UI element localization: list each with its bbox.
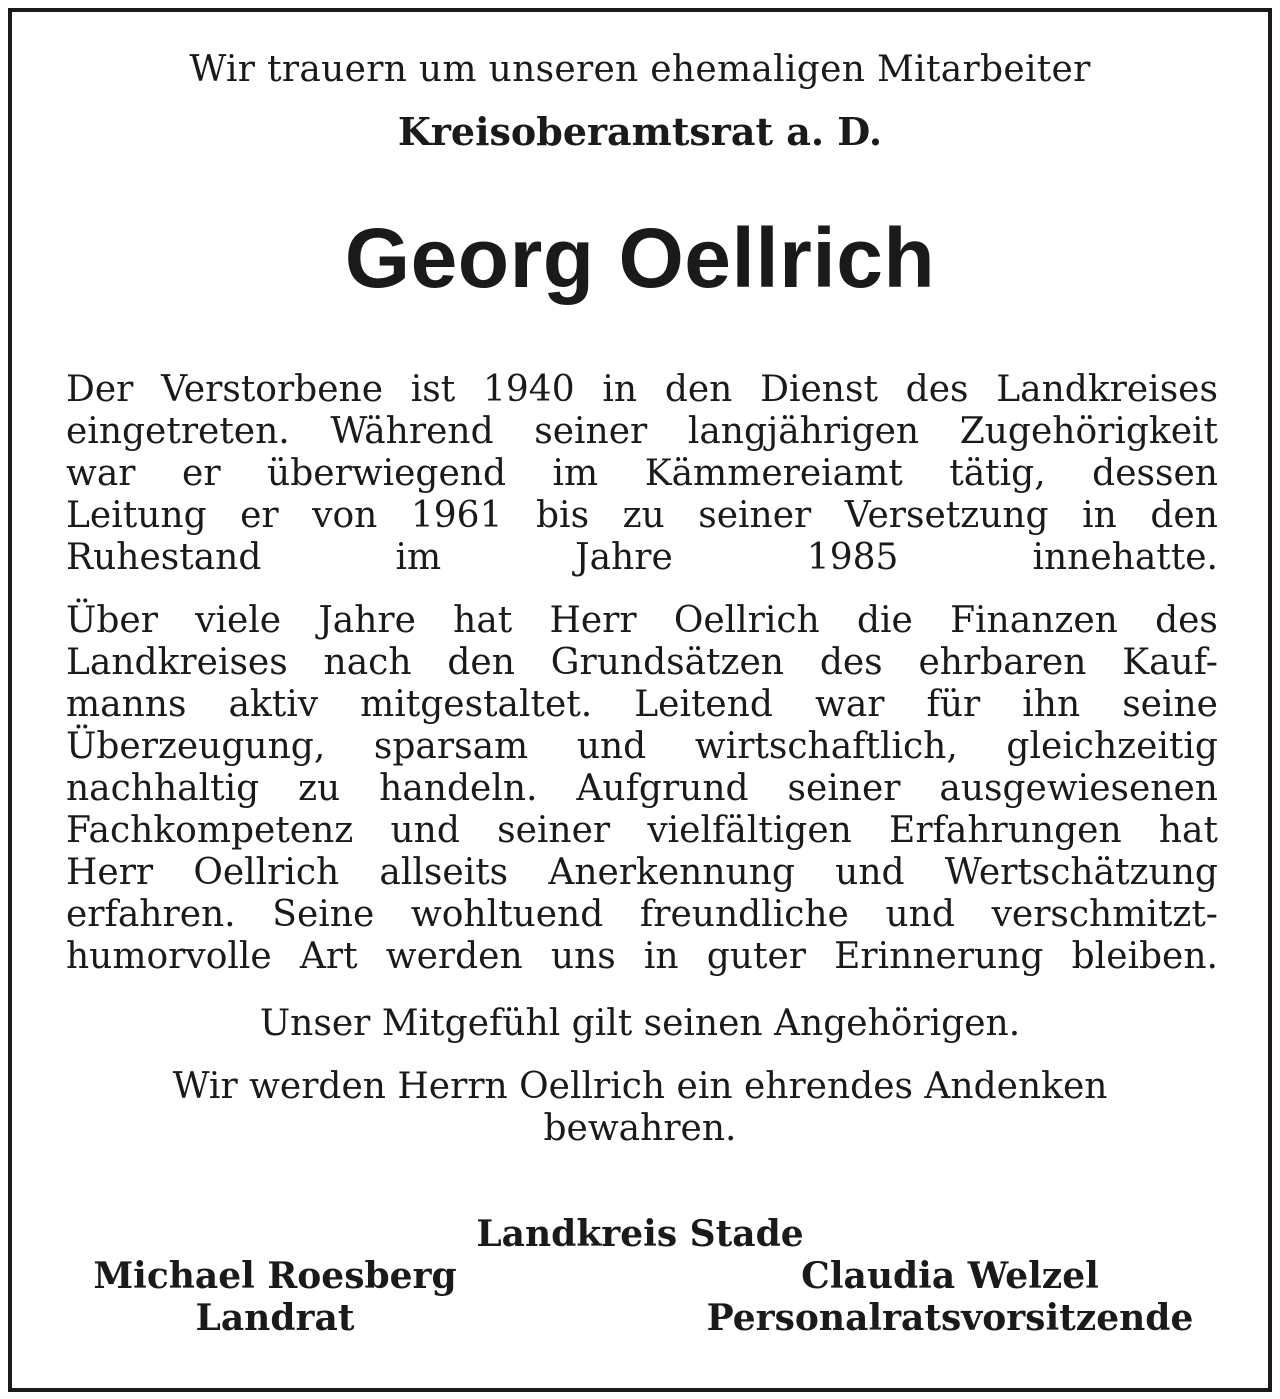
word: den: [664, 369, 733, 410]
word: aktiv: [228, 684, 319, 725]
word: Über: [66, 600, 158, 641]
word: Aufgrund: [576, 768, 749, 809]
paragraph-line: [66, 453, 1218, 495]
word: dessen: [1092, 453, 1218, 494]
word: Wertschätzung: [944, 852, 1218, 893]
word: sparsam: [373, 726, 529, 767]
word: tätig,: [949, 453, 1046, 494]
word: mitgestaltet.: [360, 684, 593, 725]
paragraph-line: [66, 768, 1218, 810]
signature-left: [60, 1255, 490, 1339]
signer-name: Michael Roesberg: [93, 1255, 457, 1297]
word: 1961: [410, 495, 503, 536]
paragraph-career: [66, 369, 1218, 579]
word: hat: [453, 600, 513, 641]
word: im: [552, 453, 599, 494]
paragraph-line: [66, 726, 1218, 768]
word: Anerkennung: [548, 852, 795, 893]
signer-name: Claudia Welzel: [801, 1255, 1099, 1297]
signer-role: Landrat: [195, 1297, 355, 1339]
word: des: [1155, 600, 1218, 641]
sympathy-line: Unser Mitgefühl gilt seinen Angehörigen.: [259, 1003, 1021, 1044]
word: hat: [1158, 810, 1218, 851]
word: den: [447, 642, 515, 683]
word: Verstorbene: [161, 369, 384, 410]
signature-right: [690, 1255, 1210, 1339]
word: Oellrich: [193, 852, 340, 893]
word: seine: [1122, 684, 1218, 725]
word: Finanzen: [950, 600, 1118, 641]
word: überwiegend: [267, 453, 507, 494]
word: Fachkompetenz: [66, 810, 354, 851]
word: Leitend: [634, 684, 773, 725]
paragraph-line: [66, 495, 1218, 537]
word: freundliche: [639, 894, 849, 935]
paragraph-line: [66, 684, 1218, 726]
word: gleichzeitig: [1006, 726, 1218, 767]
word: viele: [195, 600, 282, 641]
word: war: [66, 453, 136, 494]
memory-line: bewahren.: [543, 1108, 737, 1149]
word: des: [819, 642, 883, 683]
word: ausgewiesenen: [939, 768, 1218, 809]
word: seiner: [534, 411, 648, 452]
word: vielfältigen: [647, 810, 852, 851]
word: wohltuend: [410, 894, 604, 935]
word: manns: [66, 684, 187, 725]
memory-lines: [0, 1066, 1280, 1150]
word: Erfahrungen: [889, 810, 1122, 851]
word: eingetreten.: [66, 411, 290, 452]
word: Seine: [272, 894, 375, 935]
word: 1940: [482, 369, 575, 410]
word: den: [1150, 495, 1218, 536]
word: Überzeugung,: [66, 726, 326, 767]
word: Kauf-: [1122, 642, 1218, 683]
word: und: [835, 852, 905, 893]
word: verschmitzt-: [991, 894, 1218, 935]
word: die: [856, 600, 913, 641]
paragraph-line: humorvolle Art werden uns in guter Erinnerung bleiben.: [66, 936, 1218, 977]
word: Versetzung: [844, 495, 1049, 536]
word: in: [602, 369, 638, 410]
word: seiner: [787, 768, 901, 809]
word: Zugehörigkeit: [959, 411, 1218, 452]
word: Während: [330, 411, 494, 452]
word: des: [905, 369, 969, 410]
intro-line: Wir trauern um unseren ehemaligen Mitarbeiter: [189, 49, 1091, 90]
word: seiner: [497, 810, 611, 851]
word: er: [182, 453, 221, 494]
word: Dienst: [760, 369, 878, 410]
word: und: [576, 726, 647, 767]
paragraph-tribute: [66, 600, 1218, 978]
word: Jahre: [318, 600, 416, 641]
paragraph-line: [66, 369, 1218, 411]
word: Oellrich: [673, 600, 820, 641]
organization-name: Landkreis Stade: [476, 1213, 804, 1255]
word: nach: [323, 642, 412, 683]
word: er: [240, 495, 279, 536]
word: bis: [536, 495, 590, 536]
word: ihn: [1022, 684, 1081, 725]
word: Herr: [66, 852, 154, 893]
word: Kämmereiamt: [644, 453, 903, 494]
memory-line: Wir werden Herrn Oellrich ein ehrendes Andenken: [172, 1066, 1108, 1107]
paragraph-line: [66, 852, 1218, 894]
word: seiner: [698, 495, 812, 536]
word: ist: [410, 369, 456, 410]
paragraph-line: [66, 894, 1218, 936]
word: Landkreises: [996, 369, 1218, 410]
word: ehrbaren: [918, 642, 1087, 683]
word: und: [885, 894, 955, 935]
word: zu: [298, 768, 341, 809]
paragraph-line: Ruhestand im Jahre 1985 innehatte.: [66, 537, 1218, 578]
deceased-name: Georg Oellrich: [344, 211, 936, 305]
word: allseits: [379, 852, 509, 893]
word: Der: [66, 369, 134, 410]
paragraph-line: [66, 411, 1218, 453]
word: Herr: [549, 600, 637, 641]
word: Leitung: [66, 495, 207, 536]
word: in: [1082, 495, 1117, 536]
paragraph-line: [66, 642, 1218, 684]
word: und: [390, 810, 460, 851]
rank-title: Kreisoberamtsrat a. D.: [397, 109, 883, 154]
word: erfahren.: [66, 894, 236, 935]
paragraph-line: [66, 810, 1218, 852]
word: Grundsätzen: [550, 642, 784, 683]
word: Landkreises: [66, 642, 288, 683]
word: handeln.: [379, 768, 538, 809]
word: nachhaltig: [66, 768, 260, 809]
word: von: [312, 495, 378, 536]
word: für: [926, 684, 981, 725]
signer-role: Personalratsvorsitzende: [706, 1297, 1194, 1339]
word: zu: [622, 495, 665, 536]
word: war: [815, 684, 885, 725]
word: wirtschaftlich,: [694, 726, 958, 767]
paragraph-line: [66, 600, 1218, 642]
word: langjährigen: [687, 411, 920, 452]
